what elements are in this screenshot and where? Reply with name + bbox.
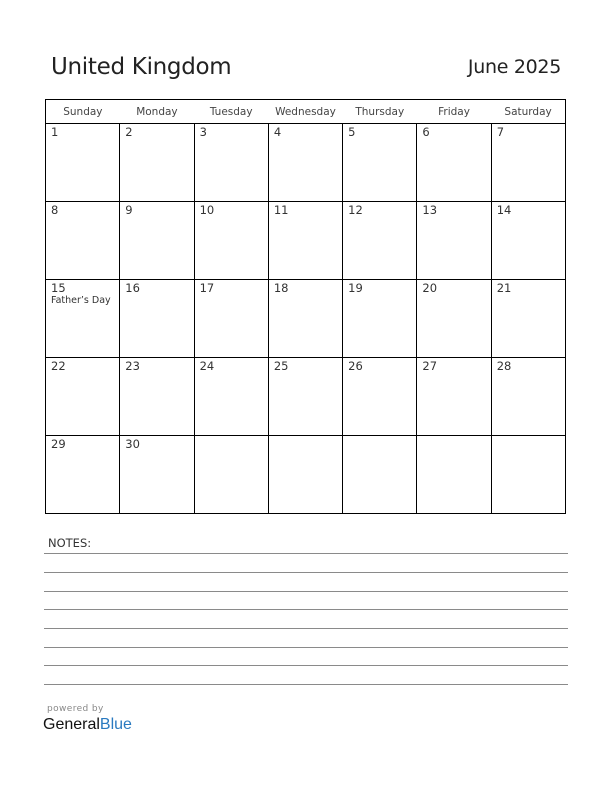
day-number: 19 — [348, 281, 363, 295]
day-number — [269, 436, 342, 437]
weekday-friday: Friday — [417, 100, 491, 124]
day-cell — [194, 124, 268, 202]
day-cell — [343, 436, 417, 514]
weekday-monday: Monday — [120, 100, 194, 124]
day-cell — [194, 280, 268, 358]
day-number: 7 — [496, 125, 505, 139]
day-cell — [268, 436, 342, 514]
day-cell — [417, 436, 491, 514]
week-row — [46, 280, 566, 358]
day-cell — [417, 124, 491, 202]
day-number: 5 — [348, 125, 356, 139]
notes-line — [44, 572, 568, 573]
day-cell — [46, 124, 120, 202]
day-number: 27 — [422, 359, 438, 373]
week-row — [46, 202, 566, 280]
day-cell — [491, 280, 565, 358]
week-row — [46, 124, 566, 202]
day-number: 26 — [348, 359, 363, 373]
day-cell — [120, 280, 194, 358]
day-number: 17 — [199, 281, 215, 295]
day-number: 22 — [51, 359, 66, 373]
day-cell — [343, 124, 417, 202]
notes-line — [44, 684, 568, 685]
day-cell — [491, 124, 565, 202]
day-number — [195, 436, 268, 437]
day-number: 30 — [125, 437, 140, 451]
day-number: 9 — [125, 203, 133, 217]
day-number: 29 — [51, 437, 66, 451]
day-number — [492, 436, 565, 437]
day-cell — [120, 358, 194, 436]
week-row — [46, 436, 566, 514]
powered-by-text: powered by — [47, 704, 104, 714]
day-cell — [417, 280, 491, 358]
weekday-header-row — [46, 100, 566, 124]
day-number: 23 — [125, 359, 140, 373]
notes-line — [44, 591, 568, 592]
calendar-month-year: June 2025 — [467, 56, 561, 78]
day-number — [417, 436, 490, 437]
day-cell — [120, 202, 194, 280]
day-cell — [343, 202, 417, 280]
notes-line — [44, 609, 568, 610]
day-number: 24 — [199, 359, 215, 373]
day-number — [343, 436, 416, 437]
day-cell — [491, 202, 565, 280]
weekday-saturday: Saturday — [491, 100, 565, 124]
day-number: 2 — [125, 125, 133, 139]
holiday-label: Father’s Day — [51, 295, 111, 306]
day-number: 3 — [199, 125, 207, 139]
day-number: 11 — [273, 203, 289, 217]
day-number: 12 — [348, 203, 363, 217]
weekday-thursday: Thursday — [343, 100, 417, 124]
notes-label: NOTES: — [48, 536, 92, 550]
weekday-tuesday: Tuesday — [194, 100, 268, 124]
day-cell — [46, 202, 120, 280]
day-cell — [194, 202, 268, 280]
day-number: 15 — [51, 281, 66, 295]
weekday-sunday: Sunday — [46, 100, 120, 124]
day-number: 28 — [496, 359, 512, 373]
day-number: 8 — [51, 203, 59, 217]
calendar-country-title: United Kingdom — [51, 54, 232, 80]
day-cell — [120, 124, 194, 202]
day-cell — [194, 436, 268, 514]
brand-blue: Blue — [99, 716, 132, 733]
day-number: 10 — [199, 203, 215, 217]
day-cell — [417, 202, 491, 280]
notes-line — [44, 553, 568, 554]
day-cell — [268, 202, 342, 280]
day-cell — [194, 358, 268, 436]
day-cell — [268, 358, 342, 436]
day-number: 1 — [51, 125, 59, 139]
weekday-wednesday: Wednesday — [268, 100, 342, 124]
day-cell — [120, 436, 194, 514]
day-cell — [46, 358, 120, 436]
day-cell — [491, 436, 565, 514]
day-number: 18 — [273, 281, 289, 295]
day-cell — [46, 280, 120, 358]
day-number: 21 — [496, 281, 512, 295]
day-number: 20 — [422, 281, 438, 295]
day-number: 13 — [422, 203, 438, 217]
day-number: 6 — [422, 125, 430, 139]
generalblue-logo — [43, 716, 132, 734]
notes-line — [44, 665, 568, 666]
day-number: 25 — [273, 359, 289, 373]
calendar-grid — [45, 99, 566, 514]
day-number: 4 — [273, 125, 282, 139]
week-row — [46, 358, 566, 436]
day-cell — [491, 358, 565, 436]
day-number: 14 — [496, 203, 512, 217]
notes-line — [44, 628, 568, 629]
day-cell — [268, 280, 342, 358]
day-cell — [417, 358, 491, 436]
day-cell — [46, 436, 120, 514]
brand-general: General — [43, 716, 100, 733]
day-number: 16 — [125, 281, 140, 295]
day-cell — [268, 124, 342, 202]
notes-line — [44, 647, 568, 648]
day-cell — [343, 280, 417, 358]
day-cell — [343, 358, 417, 436]
